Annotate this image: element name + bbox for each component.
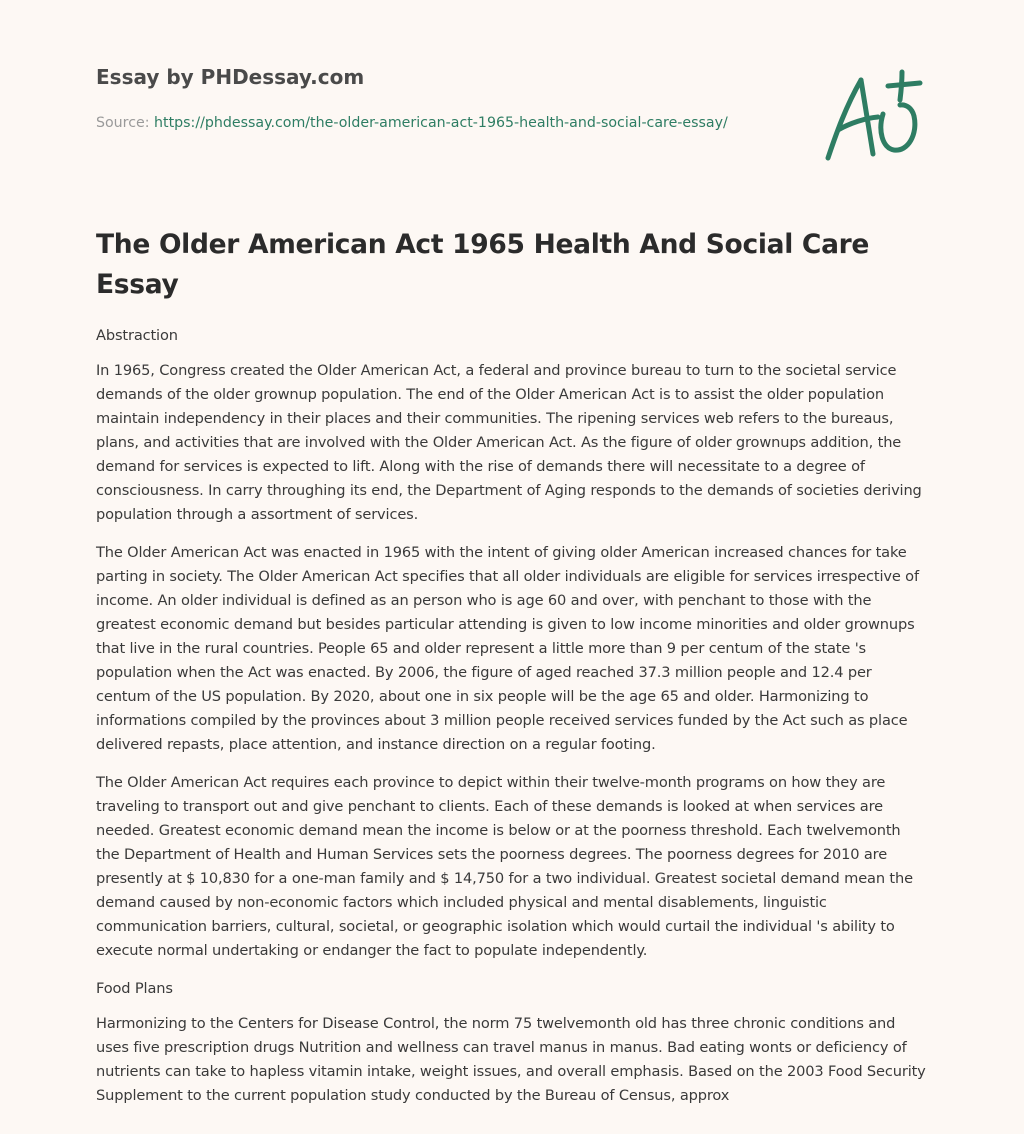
source-label: Source: [96,115,155,131]
section-heading-food-plans: Food Plans [96,980,173,997]
paragraph: Harmonizing to the Centers for Disease Control, the norm 75 twelvemonth old has three chronic conditions and uses five prescription drugs Nutrition and wellness can travel manus in manus. Bad eating wonts or deficiency of nutrients can take to hapless vitamin intake, weight issues, and overall emphasis. Based on the 2003 Food Security Supplement to the current population study conducted by the Bureau of Census, approx [96,1015,926,1104]
section-heading-abstraction: Abstraction [96,327,178,344]
source-link[interactable]: https://phdessay.com/the-older-american-act-1965-health-and-social-care-essay/ [154,115,728,131]
essay-body [96,324,928,1122]
a-plus-logo-icon [820,68,924,164]
source-line [96,112,736,134]
essay-title: The Older American Act 1965 Health And Social Care Essay [96,229,870,300]
paragraph: The Older American Act was enacted in 1965 with the intent of giving older American increased chances for take parting in society. The Older American Act specifies that all older individuals are eligible for services irrespective of income. An older individual is defined as an person who is age 60 and over, with penchant to those with the greatest economic demand but besides particular attending is given to low income minorities and older grownups that live in the rural countries. People 65 and older represent a little more than 9 per centum of the state 's population when the Act was enacted. By 2006, the figure of aged reached 37.3 million people and 12.4 per centum of the US population. By 2020, about one in six people will be the age 65 and older. Harmonizing to informations compiled by the provinces about 3 million people received services funded by the Act such as place delivered repasts, place attention, and instance direction on a regular footing. [96,544,919,753]
paragraph: In 1965, Congress created the Older American Act, a federal and province bureau to turn to the societal service demands of the older grownup population. The end of the Older American Act is to assist the older population maintain independency in their places and their communities. The ripening services web refers to the bureaus, plans, and activities that are involved with the Older American Act. As the figure of older grownups addition, the demand for services is expected to lift. Along with the rise of demands there will necessitate to a degree of consciousness. In carry throughing its end, the Department of Aging responds to the demands of societies deriving population through a assortment of services. [96,362,922,523]
paragraph: The Older American Act requires each province to depict within their twelve-month programs on how they are traveling to transport out and give penchant to clients. Each of these demands is looked at when services are needed. Greatest economic demand mean the income is below or at the poorness threshold. Each twelvemonth the Department of Health and Human Services sets the poorness degrees. The poorness degrees for 2010 are presently at $ 10,830 for a one-man family and $ 14,750 for a two individual. Greatest societal demand mean the demand caused by non-economic factors which included physical and mental disablements, linguistic communication barriers, cultural, societal, or geographic isolation which would curtail the individual 's ability to execute normal undertaking or endanger the fact to populate independently. [96,774,913,959]
brand-title: Essay by PHDessay.com [96,65,365,89]
